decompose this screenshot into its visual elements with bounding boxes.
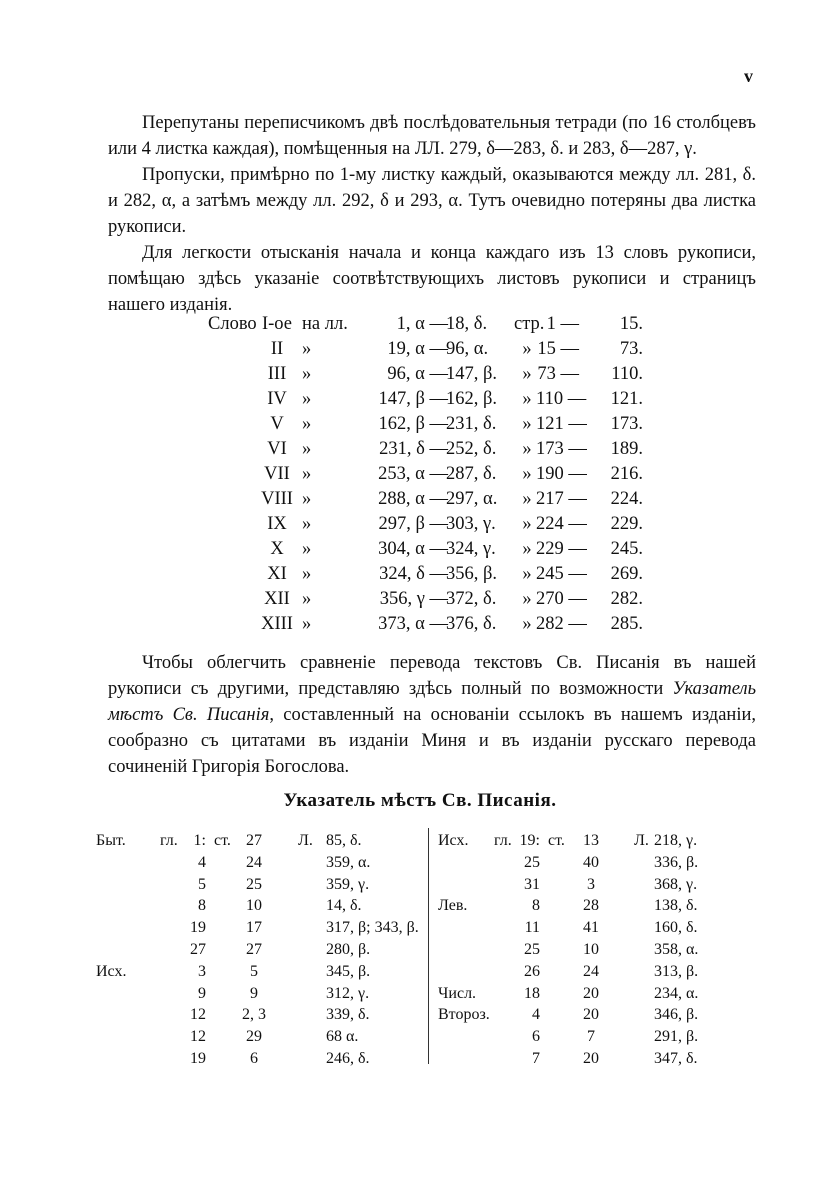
chapter: 19: (519, 832, 540, 849)
verse: 28 (583, 897, 599, 915)
leaf-to: 287, δ. (446, 464, 497, 484)
chapter: 8 (198, 897, 206, 915)
ditto-mark: » (302, 414, 312, 434)
verse: 10 (583, 941, 599, 958)
verse: 13 (583, 832, 599, 849)
leaf-ref: 280, β. (326, 941, 371, 958)
word-row (0, 362, 840, 387)
leaf-ref: 317, β; 343, β. (326, 919, 419, 937)
verse: 20 (583, 1006, 599, 1024)
ditto-mark: » (302, 464, 312, 484)
index-row (0, 917, 840, 938)
verse: 2, 3 (242, 1006, 266, 1024)
word-number: VII (264, 464, 290, 484)
leaf-from: 373, α — (378, 614, 448, 634)
book-name: Числ. (438, 984, 477, 1002)
leaf-to: 372, δ. (446, 589, 497, 609)
paragraph-index-intro (108, 650, 756, 780)
leaf-to: 96, α. (446, 339, 489, 359)
leaf-ref: 312, γ. (326, 984, 370, 1002)
word-number: XIII (261, 614, 293, 634)
ditto-mark: » (522, 564, 532, 584)
leaf-ref: 336, β. (654, 853, 699, 871)
st-label: ст. (548, 832, 565, 849)
leaf-ref: 339, δ. (326, 1006, 370, 1024)
ditto-mark: » (302, 389, 312, 409)
page-from: 121 — (536, 414, 587, 434)
leaf-ref: 359, α. (326, 853, 371, 871)
word-row (0, 412, 840, 437)
index-row (0, 961, 840, 982)
word-number: III (267, 364, 287, 384)
page-from: 1 — (546, 314, 579, 334)
verse: 5 (250, 962, 258, 980)
verse: 24 (246, 853, 262, 871)
page-from: 15 — (537, 339, 579, 359)
verse: 29 (246, 1028, 262, 1046)
leaf-from: 304, α — (378, 539, 448, 559)
leaf-ref: 68 α. (326, 1028, 359, 1046)
chapter: 5 (198, 875, 206, 893)
page-to: 269. (610, 564, 643, 584)
paragraph-index-intro-part2: , составленный на основаніи ссылокъ въ нашемъ изданіи, сообразно съ цитатами въ изданіи Миня и въ изданіи русскаго перевода сочиненій Григорія Богослова. (108, 705, 756, 777)
chapter: 26 (524, 962, 540, 980)
ditto-mark: » (522, 614, 532, 634)
leaf-ref: 347, δ. (654, 1050, 698, 1067)
verse: 24 (583, 962, 599, 980)
verse: 17 (246, 919, 262, 937)
verse: 20 (583, 1050, 599, 1067)
ditto-mark: » (522, 389, 532, 409)
slovo-label: Слово (208, 314, 257, 334)
ditto-mark: » (302, 339, 312, 359)
str-label: стр. (514, 314, 545, 334)
chapter: 12 (190, 1028, 206, 1046)
page-to: 110. (611, 364, 643, 384)
chapter: 8 (532, 897, 540, 915)
index-row (0, 852, 840, 873)
page-from: 173 — (536, 439, 587, 459)
l-label: Л. (298, 832, 313, 849)
verse: 27 (246, 832, 262, 849)
word-row (0, 437, 840, 462)
ditto-mark: » (522, 414, 532, 434)
leaf-ref: 138, δ. (654, 897, 698, 915)
page-to: 216. (610, 464, 643, 484)
index-row (0, 983, 840, 1004)
index-row (0, 895, 840, 916)
index-row (0, 939, 840, 960)
page-to: 15. (619, 314, 643, 334)
chapter: 11 (524, 919, 540, 937)
verse: 41 (583, 919, 599, 937)
leaf-ref: 346, β. (654, 1006, 699, 1024)
book-name: Второз. (438, 1006, 490, 1024)
verse: 7 (587, 1028, 595, 1046)
leaf-from: 324, δ — (379, 564, 448, 584)
word-row (0, 562, 840, 587)
paragraph-misplaced-quires: Перепутаны переписчикомъ двѣ послѣдовательныя тетради (по 16 столбцевъ или 4 листка каждая), помѣщенныя на ЛЛ. 279, δ—283, δ. и 283, δ—287, γ. (108, 113, 756, 159)
leaf-from: 96, α — (387, 364, 448, 384)
leaf-to: 376, δ. (446, 614, 497, 634)
word-number: II (270, 339, 284, 359)
leaf-to: 252, δ. (446, 439, 497, 459)
page-from: 282 — (536, 614, 587, 634)
index-heading: Указатель мѣстъ Св. Писанія. (283, 790, 557, 811)
leaf-from: 19, α — (387, 339, 448, 359)
index-row (0, 1026, 840, 1047)
page-from: 217 — (536, 489, 587, 509)
leaf-ref: 218, γ. (654, 832, 698, 849)
ditto-mark: » (522, 589, 532, 609)
book-name: Исх. (96, 962, 127, 980)
leaf-to: 297, α. (446, 489, 498, 509)
leaf-ref: 85, δ. (326, 832, 362, 849)
chapter: 4 (198, 853, 206, 871)
ditto-mark: » (522, 339, 532, 359)
chapter: 3 (198, 962, 206, 980)
word-number: VI (267, 439, 287, 459)
word-number: I-ое (261, 314, 292, 334)
leaf-ref: 358, α. (654, 941, 699, 958)
leaf-ref: 313, β. (654, 962, 699, 980)
verse: 20 (583, 984, 599, 1002)
ditto-mark: » (522, 464, 532, 484)
leaf-to: 231, δ. (446, 414, 497, 434)
paragraph-index-intro-part1: Чтобы облегчить сравненіе перевода текстовъ Св. Писанія въ нашей рукописи съ другими, представляю здѣсь полный по возможности (108, 653, 756, 699)
na-label: на лл. (302, 314, 348, 334)
page-from: 229 — (536, 539, 587, 559)
chapter: 31 (524, 875, 540, 893)
page-from: 110 — (536, 389, 587, 409)
leaf-ref: 234, α. (654, 984, 699, 1002)
chapter: 18 (524, 984, 540, 1002)
chapter: 19 (190, 1050, 206, 1067)
word-row (0, 537, 840, 562)
word-row (0, 337, 840, 362)
chapter: 25 (524, 941, 540, 958)
leaf-from: 356, γ — (379, 589, 448, 609)
leaf-ref: 246, δ. (326, 1050, 370, 1067)
leaf-to: 147, β. (446, 364, 498, 384)
word-number: XII (264, 589, 290, 609)
word-row (0, 387, 840, 412)
ditto-mark: » (302, 564, 312, 584)
word-number: XI (267, 564, 287, 584)
ditto-mark: » (302, 439, 312, 459)
paragraph-words-intro: Для легкости отысканія начала и конца каждаго изъ 13 словъ рукописи, помѣщаю здѣсь указаніе соотвѣтствующихъ листовъ рукописи и страницъ нашего изданія. (108, 243, 756, 315)
verse: 40 (583, 853, 599, 871)
page-from: 73 — (537, 364, 579, 384)
leaf-ref: 291, β. (654, 1028, 699, 1046)
paragraph-missing-leaves: Пропуски, примѣрно по 1-му листку каждый, оказываются между лл. 281, δ. и 282, α, а затѣмъ между лл. 292, δ и 293, α. Тутъ очевидно потеряны два листка рукописи. (108, 165, 756, 237)
leaf-ref: 368, γ. (654, 875, 698, 893)
index-title-inline: Указатель мѣстъ Св. Писанія (108, 679, 756, 725)
l-label: Л. (634, 832, 649, 849)
leaf-to: 324, γ. (446, 539, 496, 559)
word-number: IV (267, 389, 287, 409)
index-row (0, 874, 840, 895)
st-label: ст. (214, 832, 231, 849)
ditto-mark: » (302, 589, 312, 609)
word-number: VIII (261, 489, 293, 509)
page-from: 245 — (536, 564, 587, 584)
page-from: 224 — (536, 514, 587, 534)
ditto-mark: » (302, 364, 312, 384)
chapter: 27 (190, 941, 206, 958)
word-row (0, 312, 840, 337)
leaf-ref: 160, δ. (654, 919, 698, 937)
book-name: Исх. (438, 832, 469, 849)
index-row (0, 1048, 840, 1069)
page-from: 190 — (536, 464, 587, 484)
word-number: X (270, 539, 284, 559)
page-from: 270 — (536, 589, 587, 609)
book-name: Быт. (96, 832, 126, 849)
chapter: 9 (198, 984, 206, 1002)
leaf-to: 303, γ. (446, 514, 496, 534)
ditto-mark: » (302, 614, 312, 634)
ditto-mark: » (522, 514, 532, 534)
book-name: Лев. (438, 897, 468, 915)
leaf-from: 1, α — (396, 314, 448, 334)
verse: 9 (250, 984, 258, 1002)
ditto-mark: » (522, 364, 532, 384)
ditto-mark: » (522, 539, 532, 559)
chapter: 7 (532, 1050, 540, 1067)
leaf-to: 162, β. (446, 389, 498, 409)
page-to: 285. (610, 614, 643, 634)
page-to: 282. (610, 589, 643, 609)
leaf-ref: 359, γ. (326, 875, 370, 893)
word-row (0, 587, 840, 612)
verse: 3 (587, 875, 595, 893)
chapter: 19 (190, 919, 206, 937)
verse: 27 (246, 941, 262, 958)
word-row (0, 462, 840, 487)
leaf-ref: 14, δ. (326, 897, 362, 915)
word-number: IX (267, 514, 287, 534)
leaf-from: 297, β — (378, 514, 448, 534)
word-number: V (270, 414, 284, 434)
ditto-mark: » (522, 439, 532, 459)
chapter: 12 (190, 1006, 206, 1024)
leaf-from: 147, β — (378, 389, 448, 409)
leaf-from: 231, δ — (379, 439, 448, 459)
index-row (0, 1004, 840, 1025)
page-to: 73. (619, 339, 643, 359)
gl-label: гл. (494, 832, 512, 849)
leaf-ref: 345, β. (326, 962, 371, 980)
page-to: 189. (610, 439, 643, 459)
verse: 10 (246, 897, 262, 915)
page-to: 173. (610, 414, 643, 434)
page-to: 121. (610, 389, 643, 409)
leaf-to: 18, δ. (446, 314, 488, 334)
ditto-mark: » (302, 514, 312, 534)
page-to: 245. (610, 539, 643, 559)
page-number: v (744, 66, 753, 86)
verse: 6 (250, 1050, 258, 1067)
index-row (0, 830, 840, 851)
page-to: 229. (610, 514, 643, 534)
chapter: 4 (532, 1006, 540, 1024)
leaf-from: 288, α — (378, 489, 448, 509)
leaf-to: 356, β. (446, 564, 498, 584)
leaf-from: 162, β — (378, 414, 448, 434)
chapter: 25 (524, 853, 540, 871)
verse: 25 (246, 875, 262, 893)
word-row (0, 512, 840, 537)
ditto-mark: » (522, 489, 532, 509)
word-row (0, 612, 840, 637)
ditto-mark: » (302, 539, 312, 559)
chapter: 6 (532, 1028, 540, 1046)
leaf-from: 253, α — (378, 464, 448, 484)
gl-label: гл. (160, 832, 178, 849)
page-to: 224. (610, 489, 643, 509)
chapter: 1: (193, 832, 206, 849)
word-row (0, 487, 840, 512)
ditto-mark: » (302, 489, 312, 509)
